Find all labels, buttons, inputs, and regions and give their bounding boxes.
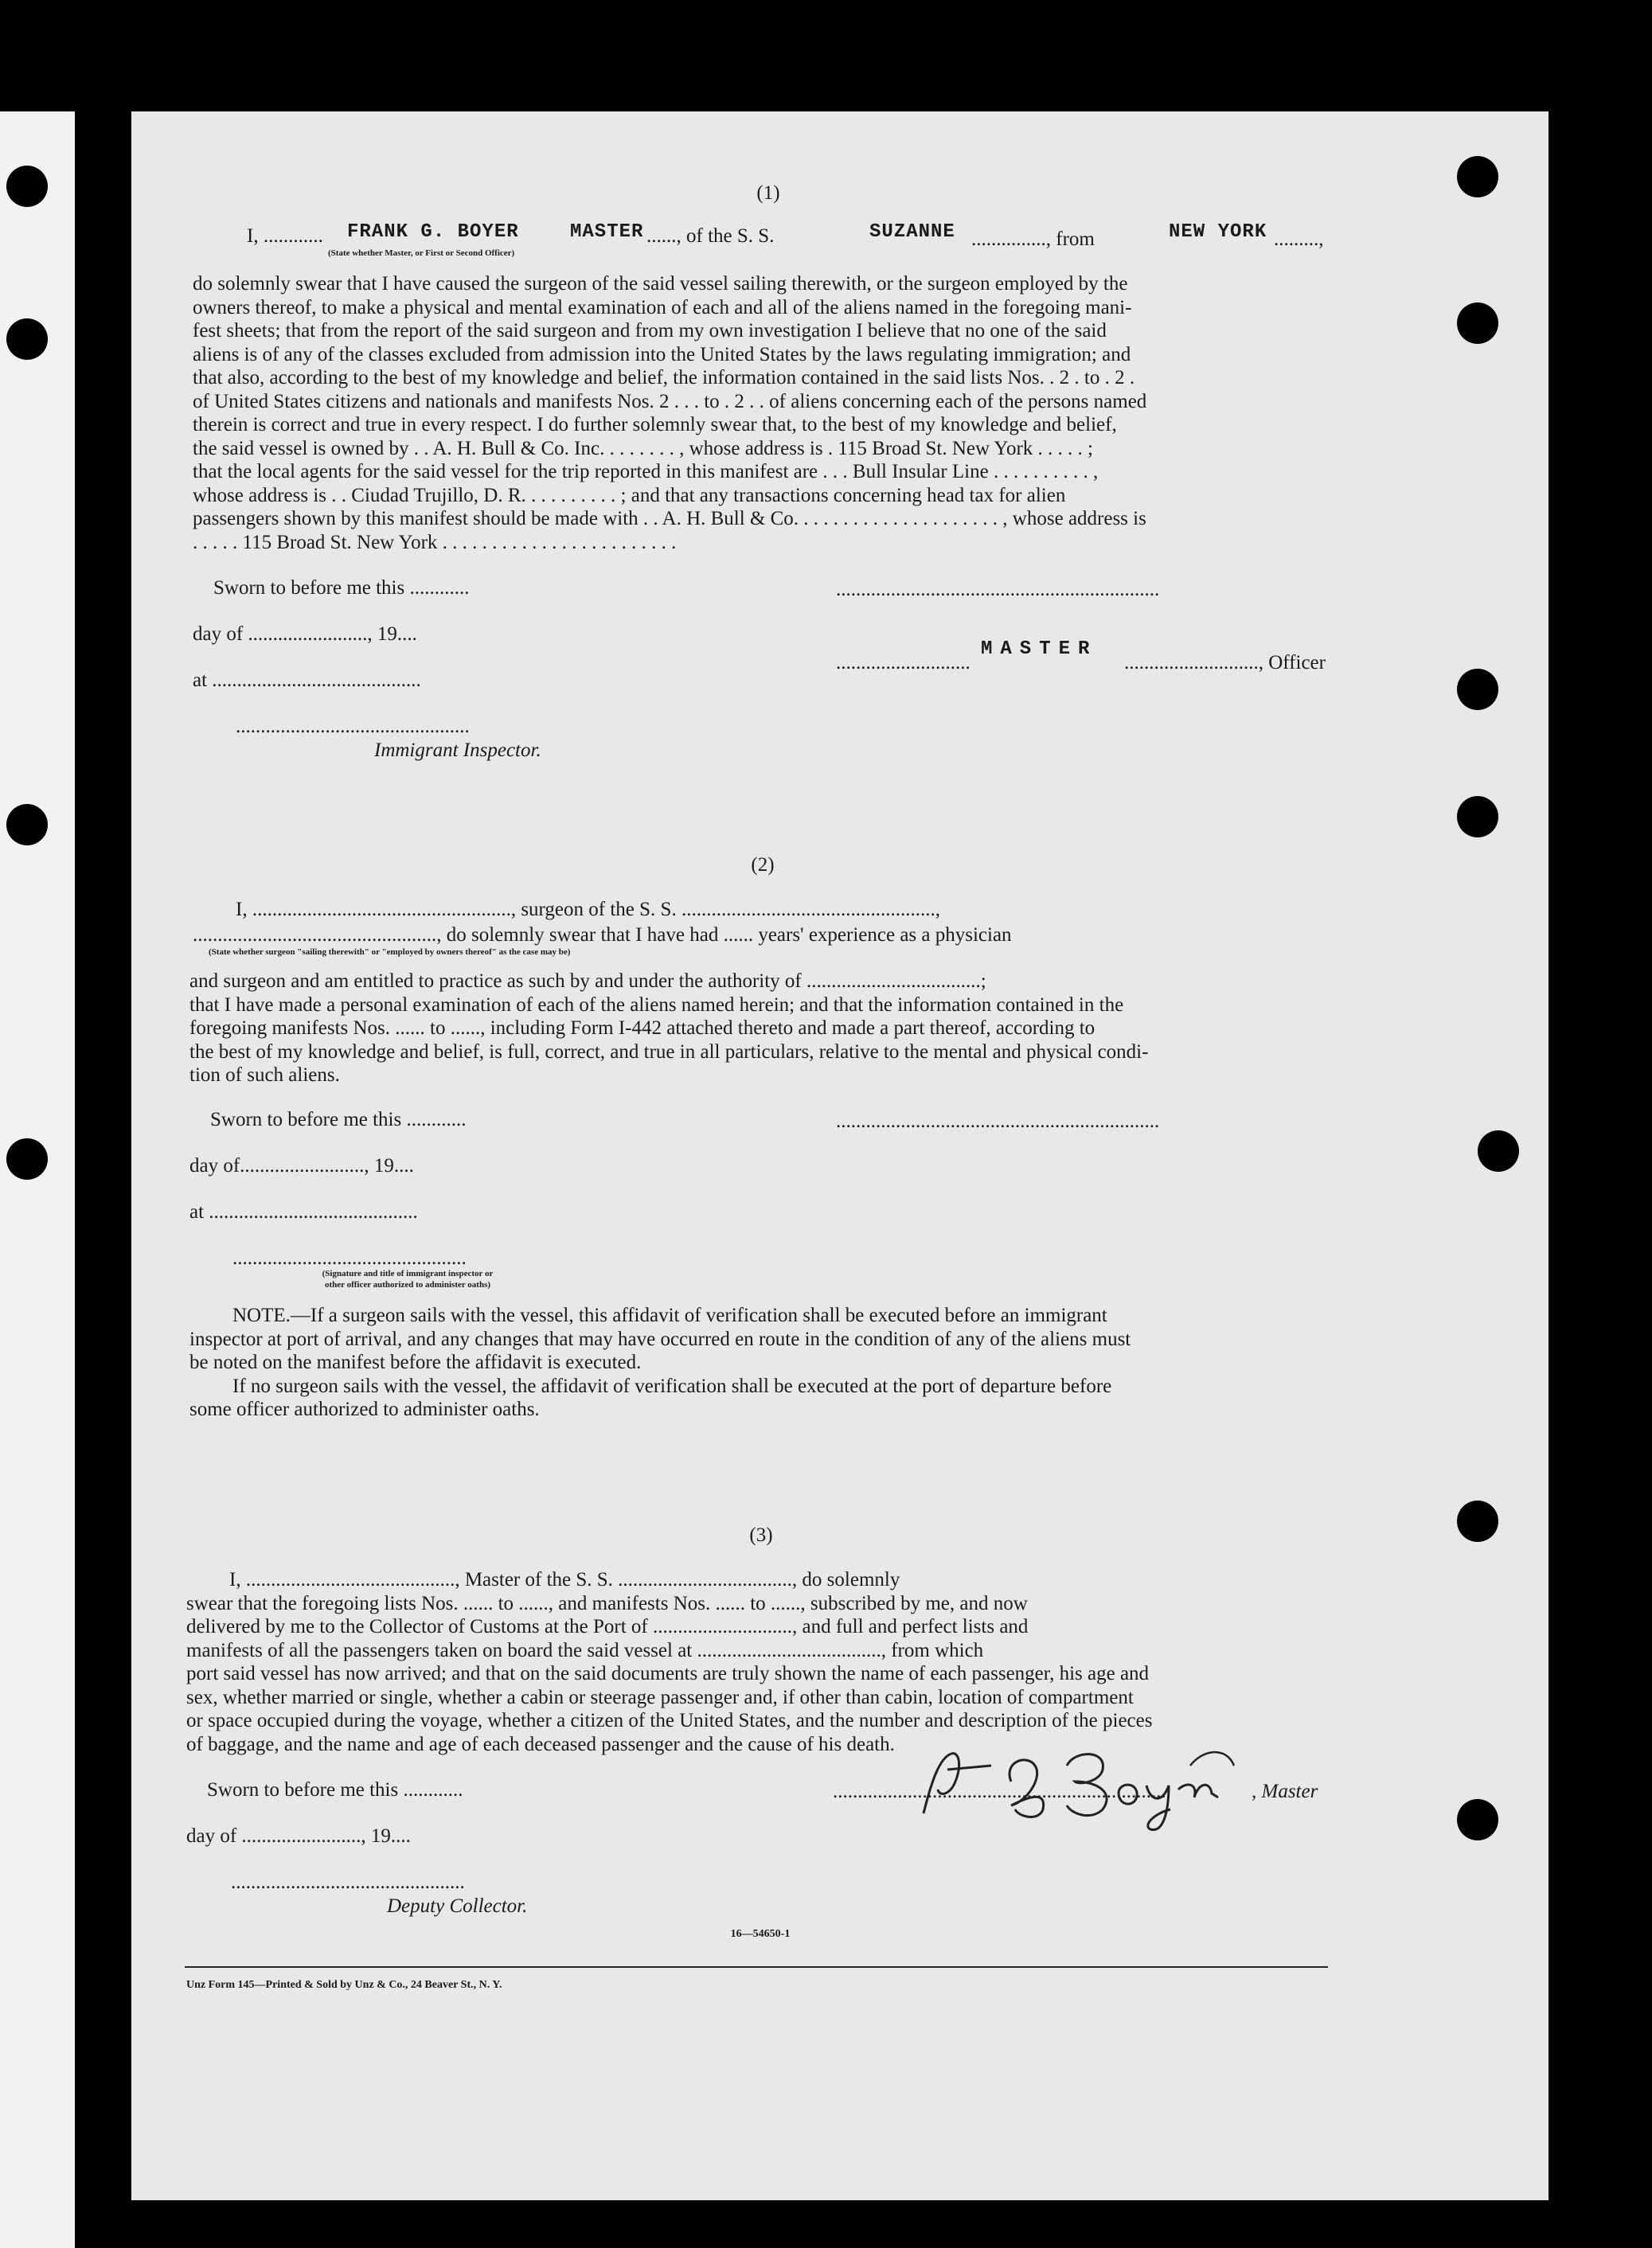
note-paragraph <box>189 1304 1333 1422</box>
vessel-name: SUZANNE <box>869 221 955 243</box>
section-2-line2: ................................................., do solemnly swear that I have had ...... years' experience as a physician <box>193 924 1012 946</box>
at-line: at .......................................... <box>193 669 421 691</box>
note-line: If no surgeon sails with the vessel, the affidavit of verification shall be executed at the port of departure before <box>232 1375 1112 1397</box>
note-line: NOTE.—If a surgeon sails with the vessel, this affidavit of verification shall be executed before an immigrant <box>232 1305 1107 1326</box>
body-line: . . . . . 115 Broad St. New York . . . . . . . . . . . . . . . . . . . . . . . . <box>193 531 677 553</box>
punch-hole <box>6 166 48 207</box>
body-line: manifests of all the passengers taken on board the said vessel at ....................................., from which <box>186 1639 984 1661</box>
master-label: , Master <box>1252 1781 1318 1802</box>
master-rank: MASTER <box>570 221 644 243</box>
signature-note: (Signature and title of immigrant inspector or <box>322 1269 494 1278</box>
section-3-number: (3) <box>749 1524 773 1546</box>
from-label: ..............., from <box>971 228 1095 250</box>
section-2-number: (2) <box>751 854 775 876</box>
punch-hole <box>1457 1501 1498 1542</box>
section-1-i: I, ............ <box>247 225 323 247</box>
body-line: foregoing manifests Nos. ...... to ......, including Form I-442 attached thereto and made a part thereof, according to <box>189 1017 1095 1039</box>
inspector-signature-line: ............................................... <box>232 1247 467 1269</box>
state-whether-note: (State whether Master, or First or Second Officer) <box>328 248 515 258</box>
body-line: I, .........................................., Master of the S. S. ..................................., do solemnly <box>229 1569 900 1590</box>
punch-hole <box>6 804 48 845</box>
section-3-body <box>186 1568 1331 1756</box>
form-code: 16—54650-1 <box>730 1928 791 1940</box>
punch-hole <box>1457 302 1498 344</box>
right-signature-line: ................................................................. <box>836 579 1160 600</box>
body-line: sex, whether married or single, whether a cabin or steerage passenger and, if other than cabin, location of compartment <box>186 1686 1134 1708</box>
footer-rule <box>185 1966 1328 1968</box>
master-signature-line: ................................................................... <box>833 1781 1166 1802</box>
printer-footer: Unz Form 145—Printed & Sold by Unz & Co., 24 Beaver St., N. Y. <box>186 1979 502 1991</box>
left-adjacent-page-strip <box>0 111 75 2248</box>
section-2-body <box>189 970 1336 1087</box>
body-line: that also, according to the best of my knowledge and belief, the information contained in the said lists Nos. . 2 . to . 2 . <box>193 367 1135 388</box>
section-1-number: (1) <box>756 182 780 204</box>
note-line: some officer authorized to administer oaths. <box>189 1399 540 1420</box>
body-line: fest sheets; that from the report of the said surgeon and from my own investigation I believe that no one of the said <box>193 320 1107 341</box>
punch-hole <box>1457 669 1498 710</box>
punch-hole <box>1478 1130 1519 1172</box>
body-line: therein is correct and true in every respect. I do further solemnly swear that, to the best of my knowledge and belief, <box>193 414 1117 435</box>
day-line: day of ........................, 19.... <box>193 623 417 645</box>
signature-icon <box>916 1734 1250 1837</box>
body-line: passengers shown by this manifest should be made with . . A. H. Bull & Co. . . . . . . . . . . . . . . . . . . . . , whose address is <box>193 508 1146 529</box>
body-line: tion of such aliens. <box>189 1064 340 1086</box>
officer-title: MASTER <box>981 638 1098 660</box>
punch-hole <box>6 318 48 360</box>
deputy-collector-label: Deputy Collector. <box>387 1895 528 1917</box>
departure-port: NEW YORK <box>1169 221 1267 243</box>
punch-hole <box>1457 796 1498 837</box>
right-signature-line: ................................................................. <box>836 1110 1160 1132</box>
collector-signature-line: ............................................... <box>231 1871 465 1893</box>
line1-end: ........., <box>1274 228 1324 250</box>
body-line: that the local agents for the said vessel for the trip reported in this manifest are . . . Bull Insular Line . . . . . . . . . . , <box>193 461 1099 482</box>
body-line: the best of my knowledge and belief, is full, correct, and true in all particulars, relative to the mental and physical condi- <box>189 1040 1149 1063</box>
immigrant-inspector-label: Immigrant Inspector. <box>374 740 541 761</box>
officer-dots: ........................... <box>836 652 971 673</box>
punch-hole <box>6 1138 48 1180</box>
body-line: that I have made a personal examination of each of the aliens named herein; and that the information contained in the <box>189 993 1124 1016</box>
body-line: and surgeon and am entitled to practice as such by and under the authority of ...................................; <box>189 970 986 992</box>
day-line: day of ........................, 19.... <box>186 1825 411 1847</box>
body-line: the said vessel is owned by . . A. H. Bull & Co. Inc. . . . . . . . , whose address is . 115 Broad St. New York . . . . . ; <box>193 437 1093 459</box>
body-line: do solemnly swear that I have caused the surgeon of the said vessel sailing therewith, or the surgeon employed by the <box>193 273 1128 295</box>
master-handwritten-signature <box>916 1734 1250 1837</box>
at-line: at .......................................... <box>189 1201 418 1223</box>
body-line: delivered by me to the Collector of Customs at the Port of ............................, and full and perfect lists and <box>186 1616 1029 1637</box>
sworn-line: Sworn to before me this ............ <box>213 577 470 599</box>
surgeon-state-note: (State whether surgeon "sailing therewith" or "employed by owners thereof" as the case may be) <box>209 947 571 957</box>
inspector-signature-line: ............................................... <box>236 716 470 737</box>
body-line: of United States citizens and nationals and manifests Nos. 2 . . . to . 2 . . of aliens concerning each of the persons named <box>193 390 1147 412</box>
body-line: port said vessel has now arrived; and that on the said documents are truly shown the name of each passenger, his age and <box>186 1663 1150 1684</box>
body-line: aliens is of any of the classes excluded from admission into the United States by the laws regulating immigration; and <box>193 343 1131 365</box>
note-line: be noted on the manifest before the affidavit is executed. <box>189 1352 642 1373</box>
day-line: day of........................., 19.... <box>189 1155 414 1177</box>
section-1-body <box>193 272 1336 554</box>
body-line: swear that the foregoing lists Nos. ...... to ......, and manifests Nos. ...... to ......, subscribed by me, and now <box>186 1592 1028 1614</box>
punch-hole <box>1457 1799 1498 1840</box>
body-line: whose address is . . Ciudad Trujillo, D. R. . . . . . . . . . ; and that any transactions concerning head tax for alien <box>193 484 1066 506</box>
of-the-ss-label: ......, of the S. S. <box>646 225 775 247</box>
master-name: FRANK G. BOYER <box>347 221 519 243</box>
body-line: of baggage, and the name and age of each deceased passenger and the cause of his death. <box>186 1733 895 1755</box>
note-line: inspector at port of arrival, and any changes that may have occurred en route in the condition of any of the aliens must <box>189 1328 1131 1350</box>
sworn-line: Sworn to before me this ............ <box>207 1779 463 1801</box>
body-line: or space occupied during the voyage, whether a citizen of the United States, and the number and description of the pieces <box>186 1710 1153 1731</box>
section-2-line1: I, ...................................................., surgeon of the S. S. ..................................................., <box>236 899 940 920</box>
body-line: owners thereof, to make a physical and mental examination of each and all of the aliens named in the foregoing mani- <box>193 296 1132 318</box>
punch-hole <box>1457 156 1498 197</box>
sworn-line: Sworn to before me this ............ <box>210 1109 467 1130</box>
signature-note: other officer authorized to administer oaths) <box>324 1280 491 1290</box>
officer-label: ..........................., Officer <box>1124 652 1326 673</box>
